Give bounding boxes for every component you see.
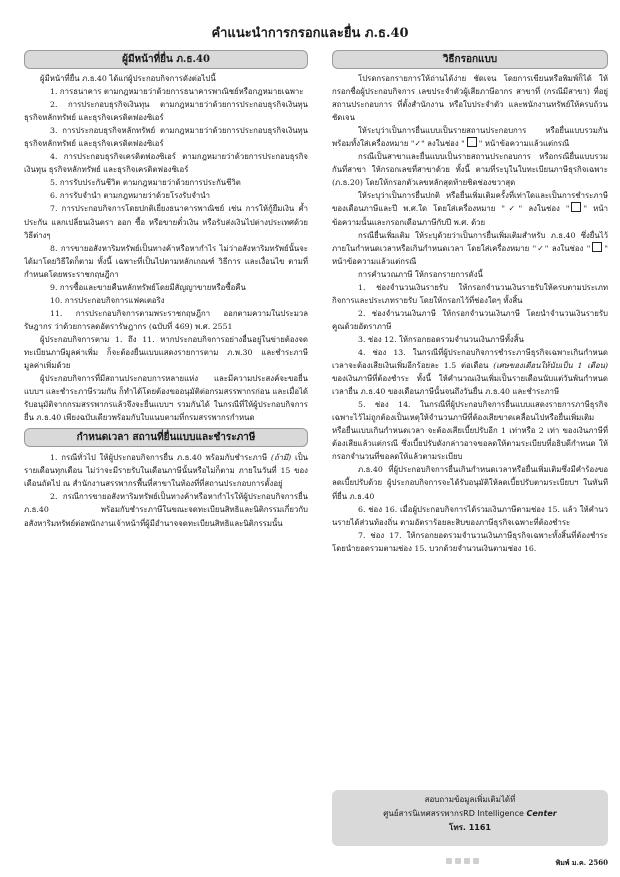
who-item-7: 7. การประกอบกิจการโดยปกติเยี่ยงธนาคารพาณิชย์ เช่น การให้กู้ยืมเงิน ค้ำประกัน แลกเปลี่ยนเงินตรา ออก ซื้อ หรือขายตั๋วเงิน หรือรับส่งเงินไปต่างประเทศด้วยวิธีต่างๆ	[24, 204, 308, 240]
how-item-4-em: (เศษของเดือนให้นับเป็น 1 เดือน)	[493, 361, 608, 371]
who-intro: ผู้มีหน้าที่ยื่น ภ.ธ.40 ได้แก่ผู้ประกอบกิจการดังต่อไปนี้	[40, 74, 216, 83]
who-item-11: 11. การประกอบกิจการตามพระราชกฤษฎีกา ออกตามความในประมวลรัษฎากร ว่าด้วยการลดอัตรารัษฎากร (ฉบับที่ 469) พ.ศ. 2551	[24, 308, 308, 331]
how-p2-b: ลงในช่อง	[427, 139, 459, 149]
left-column	[24, 50, 308, 530]
contact-line-1: สอบถามข้อมูลเพิ่มเติมได้ที่	[424, 795, 516, 804]
who-item-10: 10. การประกอบกิจการแฟคเตอริง	[50, 295, 165, 305]
how-item-5: 5. ช่อง 14. ในกรณีที่ผู้ประกอบกิจการยื่นแบบแสดงรายการภาษีธุรกิจเฉพาะไว้ไม่ถูกต้องเป็นเหตุให้จำนวนภาษีที่ต้องเสียขาดเคลื่อนไปหรือยื่นเพิ่มเติม หรือยื่นแบบเกินกำหนดเวลา จะต้องเสียเบี้ยปรับอีก 1 เท่าหรือ 2 เท่า ของเงินภาษีที่ต้องเสียแล้วแต่กรณี ซึ่งเบี้ยปรับดังกล่าวอาจขอลดให้ตามระเบียบที่อธิบดีกำหนด ให้กรอกจำนวนที่ขอลดให้แล้วตามระเบียบ	[332, 400, 608, 462]
who-paragraph-2: ผู้ประกอบกิจการตาม 1. ถึง 11. หากประกอบกิจการอย่างอื่นอยู่ในข่ายต้องจดทะเบียนภาษีมูลค่าเพิ่ม ก็จะต้องยื่นแบบแสดงรายการตาม ภ.พ.30 และชำระภาษีมูลค่าเพิ่มด้วย	[24, 334, 308, 371]
who-item-8: 8. การขายอสังหาริมทรัพย์เป็นทางค้าหรือหากำไร ไม่ว่าอสังหาริมทรัพย์นั้นจะได้มาโดยวิธีใดก็ตาม ทั้งนี้ เฉพาะที่เป็นไปตามหลักเกณฑ์ วิธีการ และเงื่อนไข ตามที่กำหนดโดยพระราชกฤษฎีกา	[24, 243, 308, 279]
who-paragraph-3: ผู้ประกอบกิจการที่มีสถานประกอบการหลายแห่ง และมีความประสงค์จะขอยื่นแบบฯ และชำระภาษีรวมกัน ก็ทำได้โดยต้องขออนุมัติต่อกรมสรรพากรก่อน และเมื่อได้รับอนุมัติจากกรมสรรพากรแล้วจึงจะยื่นแบบฯ รวมกันได้ ในกรณีที่ให้ผู้ประกอบกิจการยื่น ภ.ธ.40 เพียงฉบับเดียวพร้อมกับใบแนบตามที่กรมสรรพากรกำหนด	[24, 374, 308, 423]
contact-info-box	[332, 790, 608, 846]
how-p4-a: ให้ระบุว่าเป็นการยื่นปกติ หรือยื่นเพิ่มเติมครั้งที่เท่าใดและเป็นการชำระภาษีของเดือนภาษีและปี พ.ศ.ใด โดยใส่เครื่องหมาย	[332, 191, 608, 214]
who-item-5: 5. การรับประกันชีวิต ตามกฎหมายว่าด้วยการประกันชีวิต	[50, 178, 241, 188]
who-item-9: 9. การซื้อและขายคืนหลักทรัพย์โดยมีสัญญาขายหรือซื้อคืน	[50, 282, 246, 292]
how-p4-b: ลงในช่อง	[528, 204, 560, 214]
who-must-file-text	[24, 72, 308, 424]
how-item-5-note: ภ.ธ.40 ที่ผู้ประกอบกิจการยื่นเกินกำหนดเวลาหรือยื่นเพิ่มเติมซึ่งมีคำร้องขอลดเบี้ยปรับด้วย ผู้ประกอบกิจการจะได้รับอนุมัติให้ลดเบี้ยปรับตามระเบียบฯ ในทันทีที่ยื่น ภ.ธ.40	[332, 465, 608, 501]
section-heading-how-to-fill: วิธีกรอกแบบ	[332, 50, 608, 69]
decorative-dots	[446, 849, 482, 868]
who-item-3: 3. การประกอบธุรกิจหลักทรัพย์ ตามกฎหมายว่าด้วยการประกอบธุรกิจเงินทุน ธุรกิจหลักทรัพย์ และธุรกิจเครดิตฟองซิเอร์	[24, 126, 308, 149]
how-paragraph-2: ให้ระบุว่าเป็นการยื่นแบบเป็นรายสถานประกอบการ หรือยื่นแบบรวมกัน พร้อมทั้งใส่เครื่องหมาย "✓" ลงในช่อง " " หน้าข้อความแล้วแต่กรณี	[332, 126, 608, 149]
how-item-2: 2. ช่องจำนวนเงินภาษี ให้กรอกจำนวนเงินภาษี โดยนำจำนวนเงินรายรับคูณด้วยอัตราภาษี	[332, 308, 608, 331]
check-mark-icon: ✓	[536, 243, 545, 253]
dot-icon	[446, 858, 452, 864]
how-p5-b: ลงในช่อง	[551, 243, 584, 253]
who-item-1: 1. การธนาคาร ตามกฎหมายว่าด้วยการธนาคารพาณิชย์หรือกฎหมายเฉพาะ	[50, 87, 304, 97]
section-heading-who-must-file: ผู้มีหน้าที่ยื่น ภ.ธ.40	[24, 50, 308, 69]
how-calc-intro: การคำนวณภาษี ให้กรอกรายการดังนี้	[358, 269, 483, 279]
how-p4-c: หน้าข้อความนั้นและกรอกเดือนภาษีกับปี พ.ศ. ด้วย	[332, 204, 608, 227]
who-item-2: 2. การประกอบธุรกิจเงินทุน ตามกฎหมายว่าด้วยการประกอบธุรกิจเงินทุน ธุรกิจหลักทรัพย์ และธุรกิจเครดิตฟองซิเอร์	[24, 100, 308, 123]
how-p2-c: หน้าข้อความแล้วแต่กรณี	[484, 139, 570, 149]
deadline-text	[24, 451, 308, 529]
contact-center-thai: ศูนย์สารนิเทศสรรพากร	[383, 809, 464, 818]
how-paragraph-4: ให้ระบุว่าเป็นการยื่นปกติ หรือยื่นเพิ่มเติมครั้งที่เท่าใดและเป็นการชำระภาษีของเดือนภาษีและปี พ.ศ.ใด โดยใส่เครื่องหมาย "✓" ลงในช่อง " " หน้าข้อความนั้นและกรอกเดือนภาษีกับปี พ.ศ. ด้วย	[332, 191, 608, 227]
print-date-note: พิมพ์ ม.ค. 2560	[555, 858, 608, 867]
contact-center-english: RD Intelligence	[463, 809, 527, 818]
deadline-p1-a: 1. กรณีทั่วไป ให้ผู้ประกอบกิจการยื่น ภ.ธ.40 พร้อมกับชำระภาษี	[50, 453, 268, 463]
right-column	[332, 50, 608, 555]
who-item-4: 4. การประกอบธุรกิจเครดิตฟองซิเอร์ ตามกฎหมายว่าด้วยการประกอบธุรกิจเงินทุน ธุรกิจหลักทรัพย์ และธุรกิจเครดิตฟองซิเอร์	[24, 152, 308, 175]
deadline-paragraph-2: 2. กรณีการขายอสังหาริมทรัพย์เป็นทางค้าหรือหากำไรให้ผู้ประกอบกิจการยื่น ภ.ธ.40 พร้อมกับชำระภาษีในขณะจดทะเบียนสิทธิและนิติกรรมเกี่ยวกับอสังหาริมทรัพย์ต่อพนักงานเจ้าหน้าที่ผู้มีอำนาจจดทะเบียนสิทธิและนิติกรรมนั้น	[24, 492, 308, 528]
how-item-3: 3. ช่อง 12. ให้กรอกยอดรวมจำนวนเงินภาษีทั้งสิ้น	[358, 334, 524, 344]
how-to-fill-text	[332, 72, 608, 555]
how-p2-a: ให้ระบุว่าเป็นการยื่นแบบเป็นรายสถานประกอบการ หรือยื่นแบบรวมกัน พร้อมทั้งใส่เครื่องหมาย	[332, 126, 608, 149]
contact-hotline: โทร. 1161	[449, 823, 491, 832]
page-title: คำแนะนำการกรอกและยื่น ภ.ธ.40	[211, 26, 409, 41]
how-item-4-a: 4. ช่อง 13. ในกรณีที่ผู้ประกอบกิจการชำระภาษีธุรกิจเฉพาะเกินกำหนดเวลาจะต้องเสียเงินเพิ่มอีกร้อยละ 1.5 ต่อเดือน	[332, 347, 608, 371]
check-mark-icon: ✓	[414, 139, 422, 149]
how-p5-a: กรณียื่นเพิ่มเติม ให้ระบุด้วยว่าเป็นการยื่นเพิ่มเติมสำหรับ ภ.ธ.40 ซึ่งยื่นไว้ภายในกำหนดเวลาหรือเกินกำหนดเวลา โดยใส่เครื่องหมาย	[332, 230, 608, 253]
deadline-paragraph-1	[24, 451, 308, 490]
how-item-6: 6. ช่อง 16. เมื่อผู้ประกอบกิจการได้รวมเงินภาษีตามช่อง 15. แล้ว ให้คำนวนรายได้ส่วนท้องถิ่น ตามอัตราร้อยละสิบของภาษีธุรกิจเฉพาะที่ต้องชำระ	[332, 504, 608, 527]
how-p5-c: หน้าข้อความแล้วแต่กรณี	[332, 256, 417, 266]
section-heading-deadline: กำหนดเวลา สถานที่ยื่นแบบและชำระภาษี	[24, 428, 308, 447]
who-item-6: 6. การรับจำนำ ตามกฎหมายว่าด้วยโรงรับจำนำ	[50, 191, 210, 201]
contact-center-word: Center	[526, 809, 557, 818]
checkbox-sample-icon	[467, 137, 477, 147]
checkbox-sample-icon	[571, 202, 581, 212]
dot-icon	[455, 858, 461, 864]
how-item-4	[332, 346, 608, 398]
how-paragraph-5: กรณียื่นเพิ่มเติม ให้ระบุด้วยว่าเป็นการยื่นเพิ่มเติมสำหรับ ภ.ธ.40 ซึ่งยื่นไว้ภายในกำหนดเวลาหรือเกินกำหนดเวลา โดยใส่เครื่องหมาย "✓" ลงในช่อง " " หน้าข้อความแล้วแต่กรณี	[332, 230, 608, 266]
how-item-4-tail: ของเงินภาษีที่ต้องชำระ ทั้งนี้ ให้คำนวณเงินเพิ่มเป็นรายเดือนนับแต่วันพ้นกำหนดเวลายื่น ภ.ธ.40 ของเดือนภาษีนั้นจนถึงวันยื่น ภ.ธ.40 และชำระภาษี	[332, 374, 608, 397]
deadline-p1-b: เป็นรายเดือนทุกเดือน ไม่ว่าจะมีรายรับในเดือนภาษีนั้นหรือไม่ก็ตาม ภายในวันที่ 15 ของเดือนถัดไป ณ สำนักงานสรรพากรพื้นที่สาขาในท้องที่ที่สถานประกอบการตั้งอยู่	[24, 453, 308, 489]
contact-line-2	[332, 807, 608, 821]
how-item-1: 1. ช่องจำนวนเงินรายรับ ให้กรอกจำนวนเงินรายรับให้ครบตามประเภทกิจการและประเภทรายรับ โดยให้กรอกไว้ที่ช่องใดๆ ทั้งสิ้น	[332, 282, 608, 305]
dot-icon	[464, 858, 470, 864]
how-paragraph-1: โปรดกรอกรายการให้ถ่านได้ง่าย ชัดเจน โดยการเขียนหรือพิมพ์ก็ได้ ให้กรอกชื่อผู้ประกอบกิจการ เลขประจำตัวผู้เสียภาษีอากร สาขาที่ (กรณีมีสาขา) ที่อยู่สถานประกอบการ ที่ตั้งสำนักงาน หรือใบประจำตัว และพนักงานทรัพย์ให้ครบถ้วนชัดเจน	[332, 74, 608, 123]
dot-icon	[473, 858, 479, 864]
how-paragraph-3: กรณีเป็นสาขาและยื่นแบบเป็นรายสถานประกอบการ หรือกรณียื่นแบบรวมกันที่สาขา ให้กรอกเลขที่สาขาด้วย ทั้งนี้ ตามที่ระบุในใบทะเบียนภาษีธุรกิจเฉพาะ (ภ.ธ.20) โดยให้กรอกตัวเลขหลักสุดท้ายชิดช่องขวาสุด	[332, 152, 608, 188]
checkbox-sample-icon	[592, 242, 602, 252]
how-item-7: 7. ช่อง 17. ให้กรอกยอดรวมจำนวนเงินภาษีธุรกิจเฉพาะทั้งสิ้นที่ต้องชำระ โดยนำยอดรวมตามช่อง 15. บวกด้วยจำนวนเงินตามช่อง 16.	[332, 530, 608, 553]
deadline-p1-if-any: (ถ้ามี)	[270, 453, 292, 463]
check-mark-icon: ✓	[504, 204, 519, 214]
